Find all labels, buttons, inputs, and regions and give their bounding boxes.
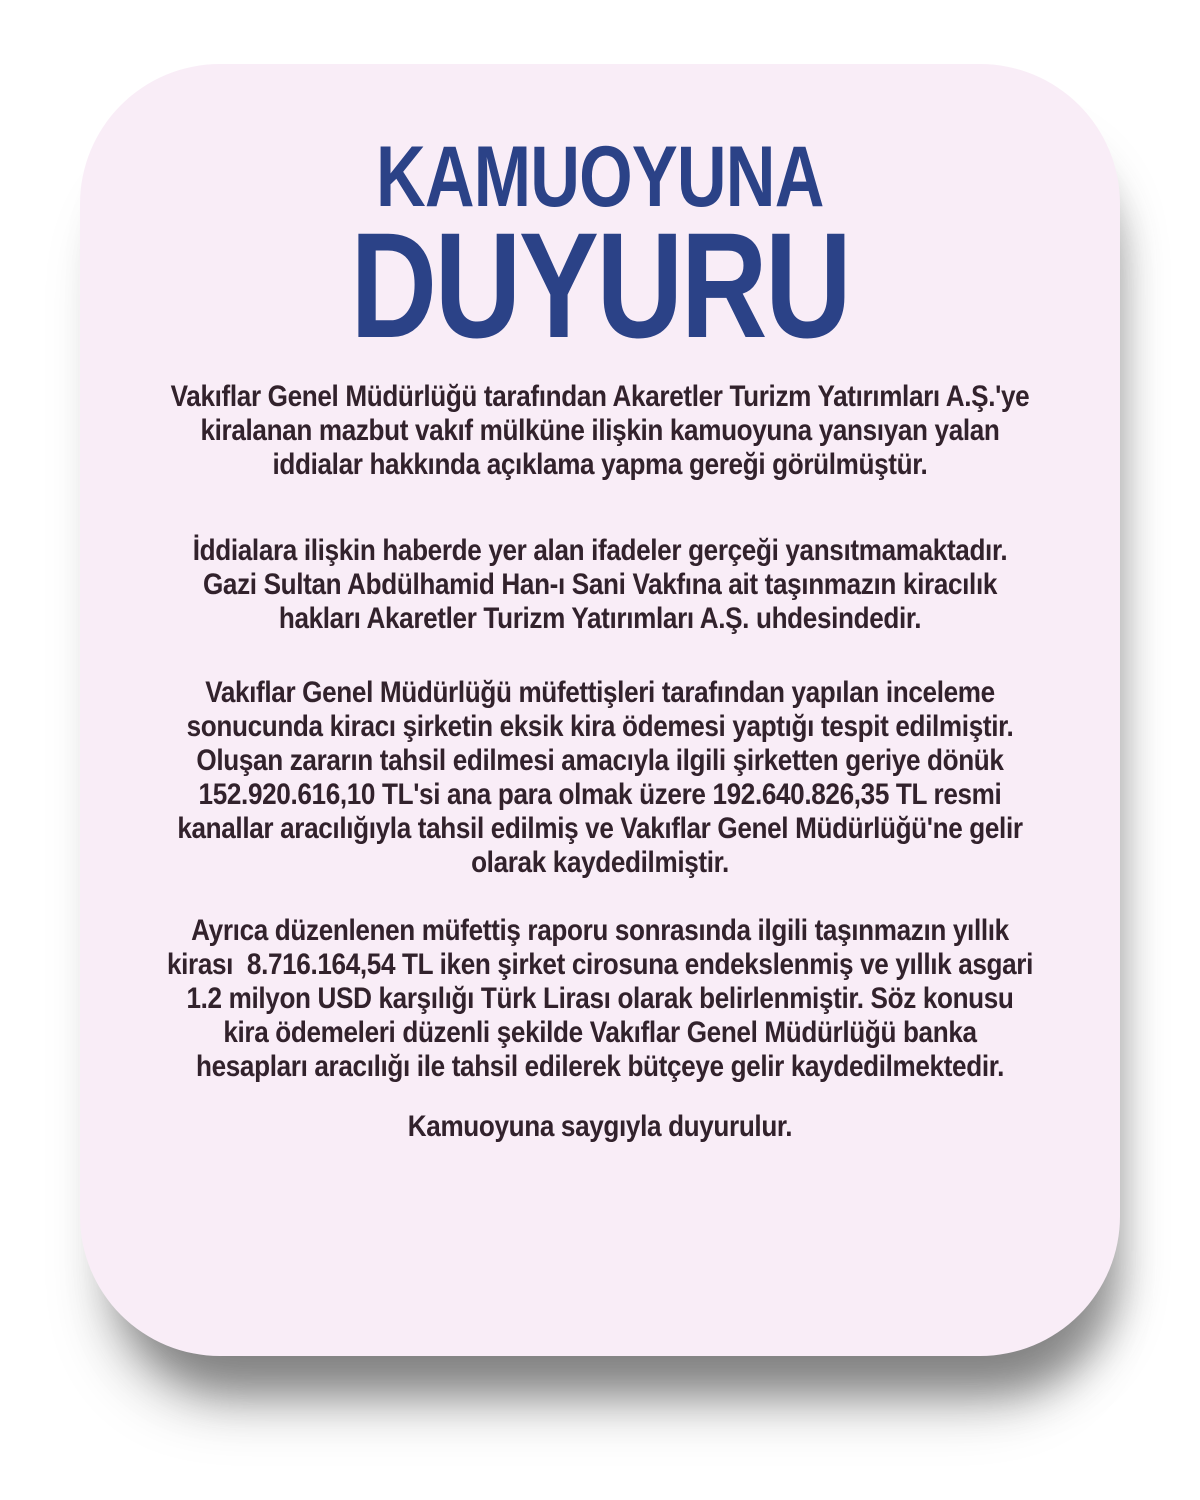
announcement-paragraph: Vakıflar Genel Müdürlüğü müfettişleri tarafından yapılan inceleme sonucunda kiracı şirketin eksik kira ödemesi yaptığı tespit edilmiştir. Oluşan zararın tahsil edilmesi amacıyla ilgili şirketten geriye dönük 152.920.616,10 TL'si ana para olmak üzere 192.640.826,35 TL resmi kanallar aracılığıyla tahsil edilmiş ve Vakıflar Genel Müdürlüğü'ne gelir olarak kaydedilmiştir. [177, 676, 1030, 879]
announcement-paragraph: İddialara ilişkin haberde yer alan ifadeler gerçeği yansıtmamaktadır. Gazi Sultan Abdülhamid Han-ı Sani Vakfına ait taşınmazın kiracılık hakları Akaretler Turizm Yatırımları A.Ş. uhdesindedir. [192, 534, 1015, 635]
announcement-content [80, 64, 1120, 1356]
announcement-card [80, 64, 1120, 1356]
announcement-paragraph: Vakıflar Genel Müdürlüğü tarafından Akaretler Turizm Yatırımları A.Ş.'ye kiralanan mazbut vakıf mülküne ilişkin kamuoyuna yansıyan yalan iddialar hakkında açıklama yapma gereği görülmüştür. [170, 380, 1037, 481]
title-line-duyuru: DUYURU [350, 201, 850, 369]
announcement-paragraph: Ayrıca düzenlenen müfettiş raporu sonrasında ilgili taşınmazın yıllık kirası 8.716.164,54 TL iken şirket cirosuna endekslenmiş ve yıllık asgari 1.2 milyon USD karşılığı Türk Lirası olarak belirlenmiştir. Söz konusu kira ödemeleri düzenli şekilde Vakıflar Genel Müdürlüğü banka hesapları aracılığı ile tahsil edilerek bütçeye gelir kaydedilmektedir. [166, 914, 1040, 1083]
closing-line: Kamuoyuna saygıyla duyurulur. [407, 1110, 793, 1143]
title-line-kamuoyuna: KAMUOYUNA [376, 129, 824, 225]
